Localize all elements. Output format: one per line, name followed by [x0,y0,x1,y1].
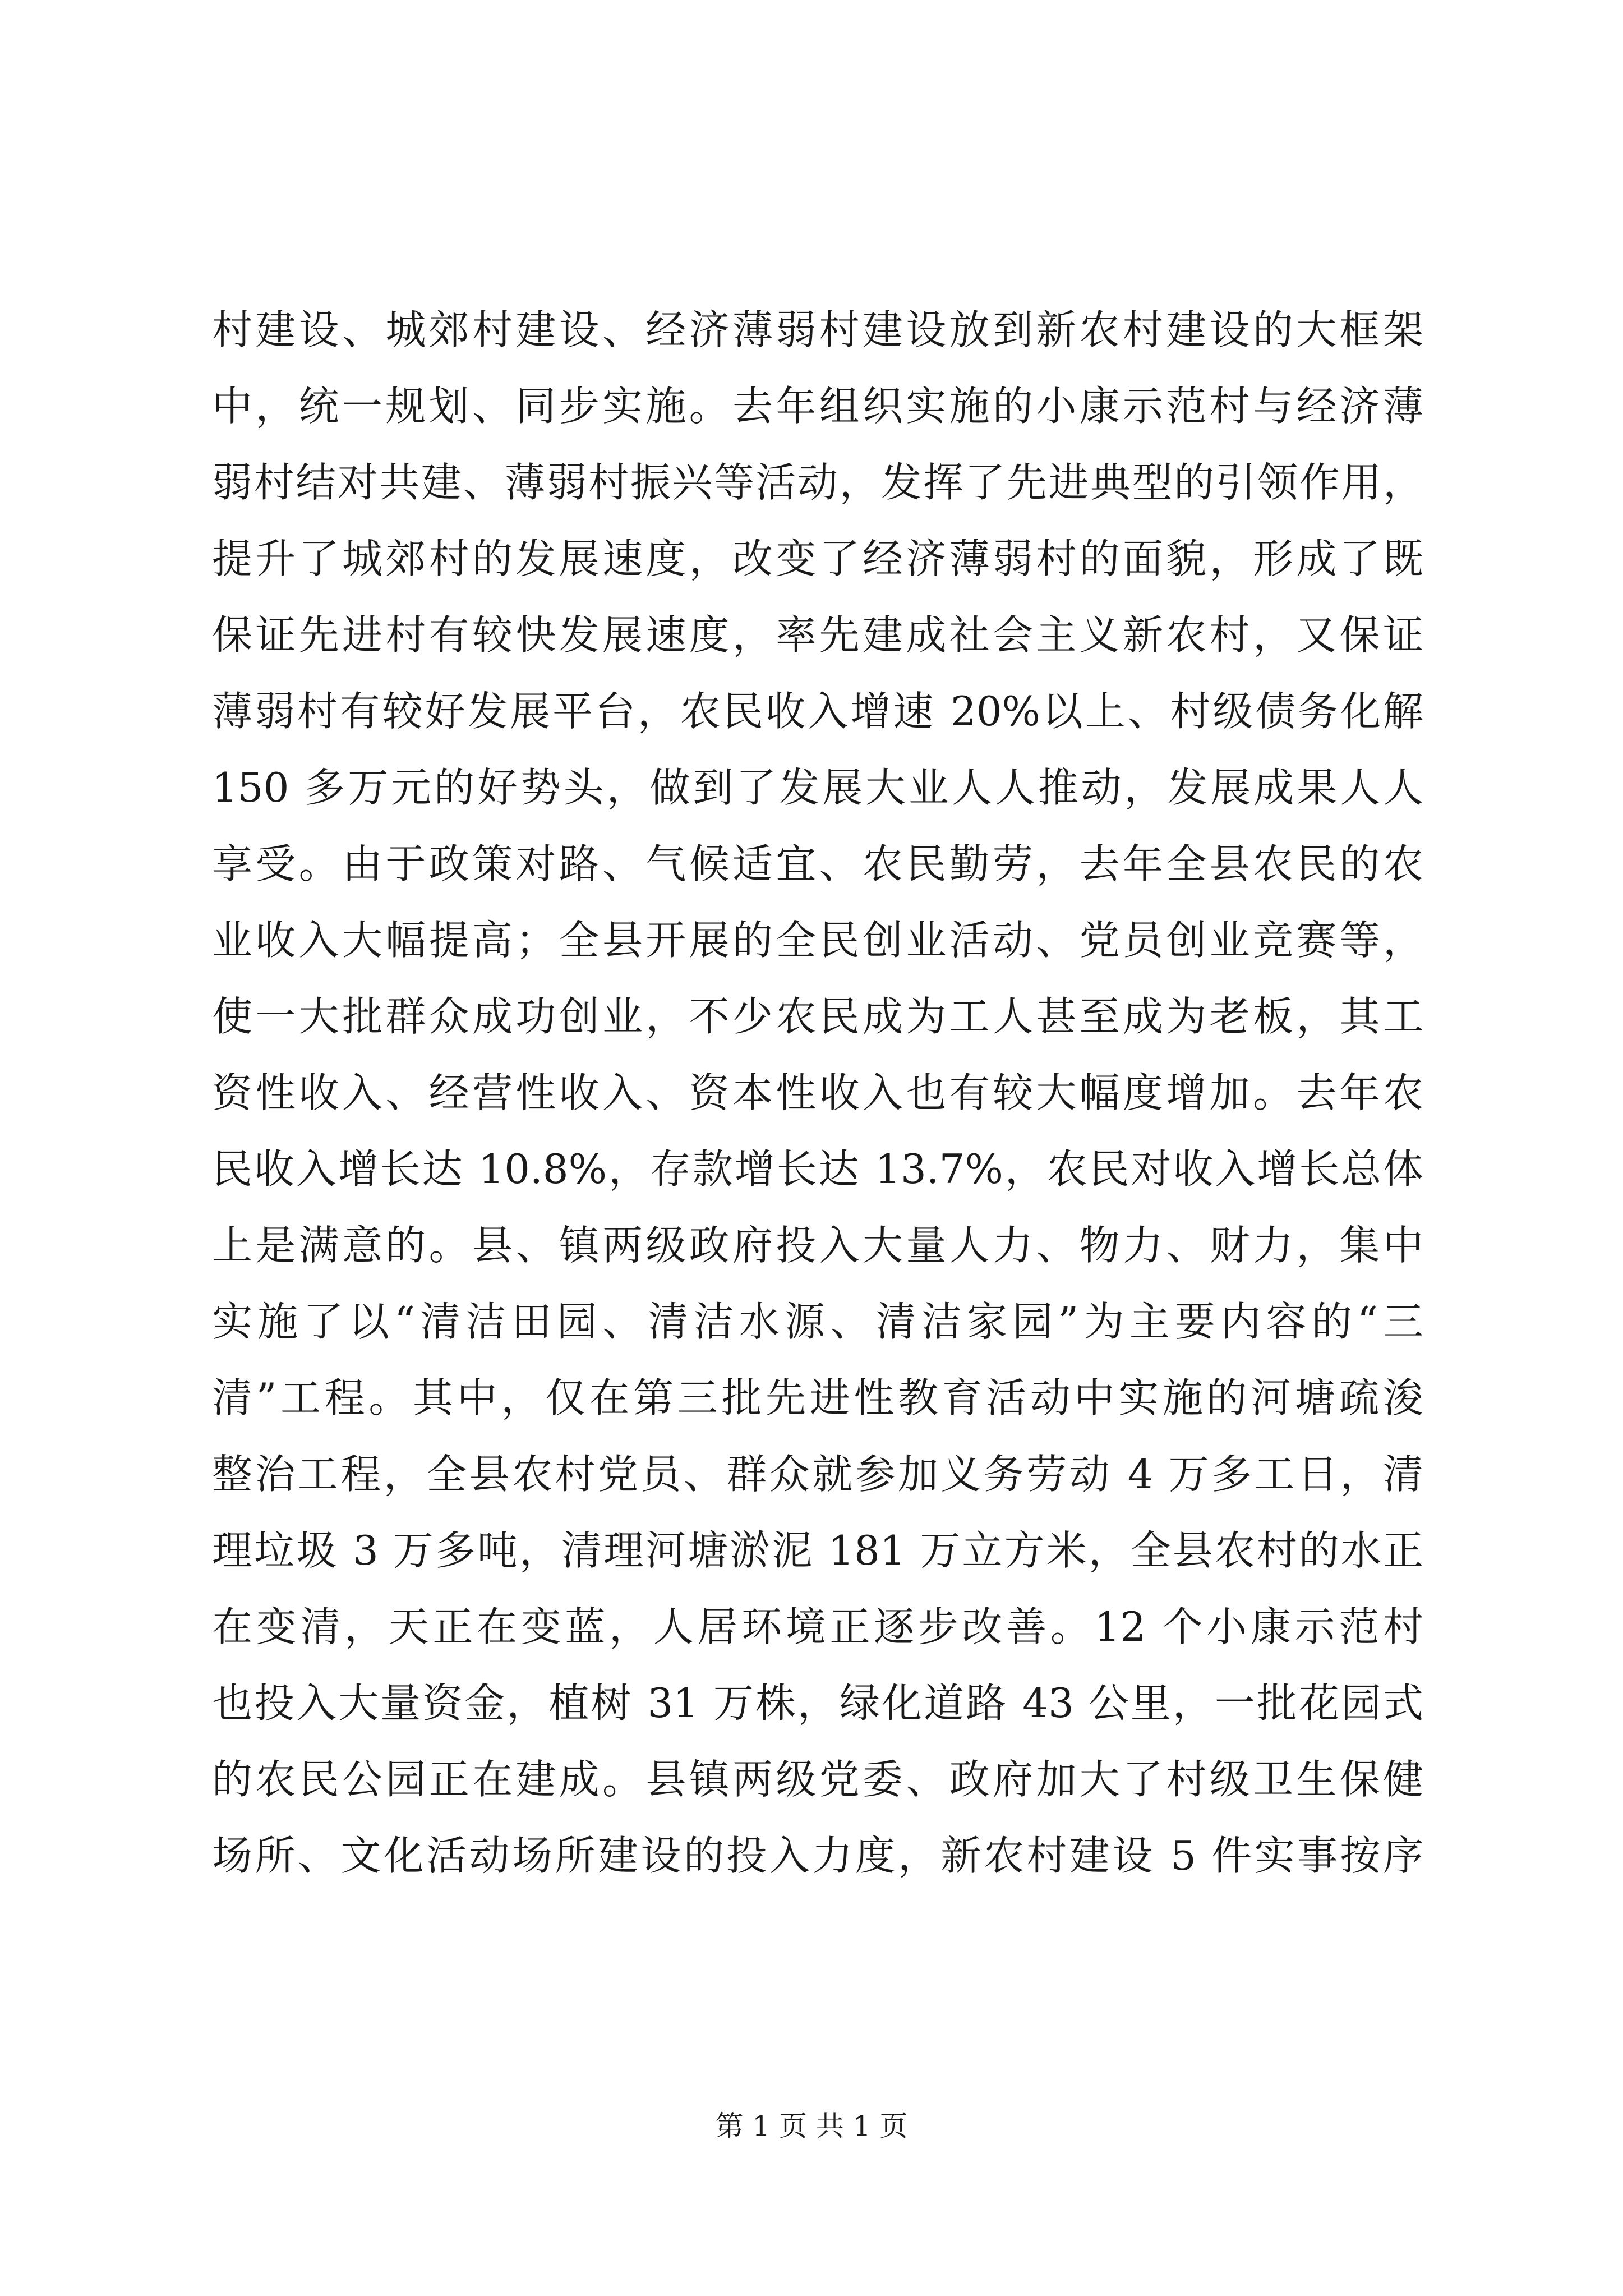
text-line: 村建设、城郊村建设、经济薄弱村建设放到新农村建设的大框架 [212,306,1423,353]
text-line: 薄弱村有较好发展平台，农民收入增速 20%以上、村级债务化解 [212,688,1423,735]
text-line: 提升了城郊村的发展速度，改变了经济薄弱村的面貌，形成了既 [212,535,1423,582]
text-line: 整治工程，全县农村党员、群众就参加义务劳动 4 万多工日，清 [212,1451,1423,1498]
text-line: 中，统一规划、同步实施。去年组织实施的小康示范村与经济薄 [212,383,1423,430]
text-line: 实施了以“清洁田园、清洁水源、清洁家园”为主要内容的“三 [212,1298,1423,1345]
text-line: 弱村结对共建、薄弱村振兴等活动，发挥了先进典型的引领作用， [212,459,1423,506]
body-text [212,292,1423,1894]
text-line: 的农民公园正在建成。县镇两级党委、政府加大了村级卫生保健 [212,1756,1423,1803]
text-line: 清”工程。其中，仅在第三批先进性教育活动中实施的河塘疏浚 [212,1374,1423,1421]
text-line: 也投入大量资金，植树 31 万株，绿化道路 43 公里，一批花园式 [212,1680,1423,1727]
text-line: 使一大批群众成功创业，不少农民成为工人甚至成为老板，其工 [212,993,1423,1040]
text-line: 民收入增长达 10.8%，存款增长达 13.7%，农民对收入增长总体 [212,1145,1423,1193]
text-line: 150 多万元的好势头，做到了发展大业人人推动，发展成果人人 [212,764,1423,811]
text-line: 资性收入、经营性收入、资本性收入也有较大幅度增加。去年农 [212,1069,1423,1116]
text-line: 保证先进村有较快发展速度，率先建成社会主义新农村，又保证 [212,611,1423,659]
text-line: 场所、文化活动场所建设的投入力度，新农村建设 5 件实事按序 [212,1832,1423,1879]
page-number-footer: 第 1 页 共 1 页 [715,2110,908,2142]
text-line: 业收入大幅提高；全县开展的全民创业活动、党员创业竞赛等， [212,917,1423,964]
text-line: 在变清，天正在变蓝，人居环境正逐步改善。12 个小康示范村 [212,1603,1423,1650]
text-line: 上是满意的。县、镇两级政府投入大量人力、物力、财力，集中 [212,1222,1423,1269]
text-line: 享受。由于政策对路、气候适宜、农民勤劳，去年全县农民的农 [212,840,1423,887]
text-line: 理垃圾 3 万多吨，清理河塘淤泥 181 万立方米，全县农村的水正 [212,1527,1423,1574]
